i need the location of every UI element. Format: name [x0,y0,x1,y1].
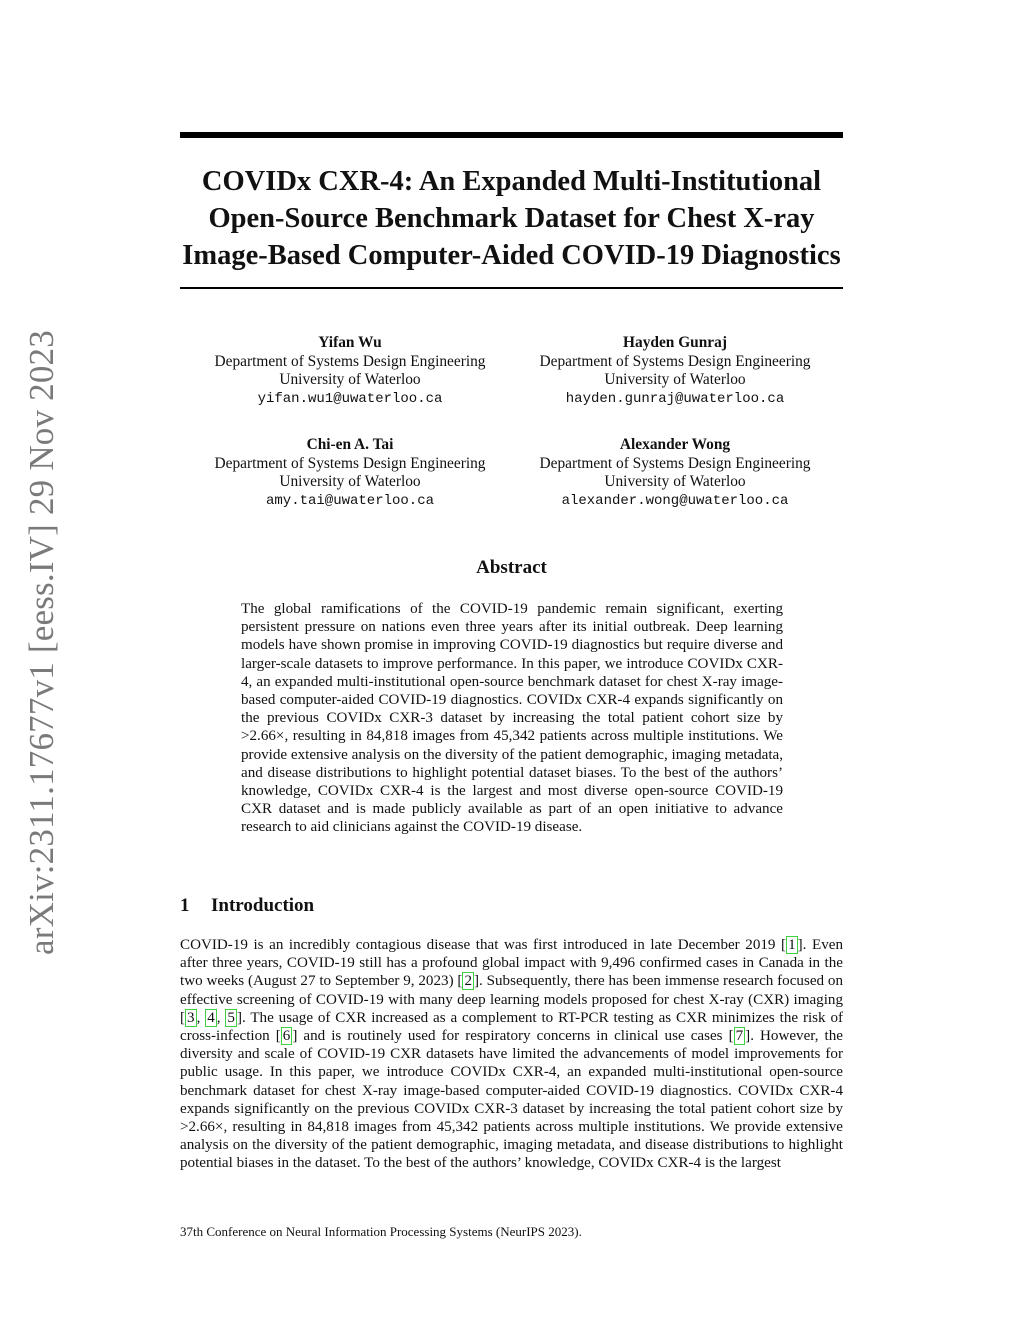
citation-link[interactable]: 3 [187,1009,195,1026]
section-title: Introduction [211,895,315,916]
citation-link[interactable]: 4 [207,1009,215,1026]
author-name: Alexander Wong [619,436,731,453]
author-email[interactable]: yifan.wu1@uwaterloo.ca [257,390,443,407]
intro-text: ] and is routinely used for respiratory concerns in clinical use cases [ [292,1028,734,1045]
author-email[interactable]: alexander.wong@uwaterloo.ca [561,492,789,509]
author-block [185,436,515,510]
title-line: Image-Based Computer-Aided COVID-19 Diagnostics [182,240,841,271]
author-department: Department of Systems Design Engineering [214,454,486,472]
citation-link[interactable]: 5 [227,1009,235,1026]
author-block [185,334,515,408]
section-number: 1 [180,895,190,916]
author-department: Department of Systems Design Engineering [539,454,811,472]
author-university: University of Waterloo [604,371,746,388]
intro-text: ]. Even after three years, COVID-19 still has a profound global impact with 9,496 confirmed cases in Canada in the two weeks (August 27 to September 9, 2023) [ [180,937,843,990]
citation-link[interactable]: 1 [788,937,796,953]
intro-text: ]. However, the diversity and scale of COVID-19 CXR datasets have limited the advancements of model improvements for public usage. In this paper, we introduce COVIDx CXR-4, an expanded multi-institutional open-source benchmark dataset for chest X-ray image-based computer-aided COVID-19 diagnostics. COVIDx CXR-4 expands significantly on the previous COVIDx CXR-3 dataset by increasing the total patient cohort size by >2.66×, resulting in 84,818 images from 45,342 patients across multiple institutions. We provide extensive analysis on the diversity of the patient demographic, imaging metadata, and disease distributions to highlight potential biases in the dataset. To the best of the authors’ knowledge, COVIDx CXR-4 is the largest [180,1028,843,1172]
intro-text: COVID-19 is an incredibly contagious disease that was first introduced in late December 2019 [ [180,937,787,953]
title-top-rule [180,132,843,138]
author-name: Yifan Wu [318,334,382,351]
conference-footnote: 37th Conference on Neural Information Processing Systems (NeurIPS 2023). [180,1224,582,1239]
citation-link[interactable]: 7 [735,1028,744,1045]
author-name: Chi-en A. Tai [306,436,394,453]
intro-text: , [216,1009,226,1026]
title-line: COVIDx CXR-4: An Expanded Multi-Institutional [201,166,822,197]
introduction-paragraph [180,936,843,1173]
title-line: Open-Source Benchmark Dataset for Chest X-ray [208,203,815,234]
author-university: University of Waterloo [279,371,421,388]
citation-link[interactable]: 6 [282,1028,291,1045]
author-department: Department of Systems Design Engineering [214,352,486,370]
author-department: Department of Systems Design Engineering [539,352,811,370]
author-block [510,436,840,510]
author-email[interactable]: amy.tai@uwaterloo.ca [265,492,435,509]
author-block [510,334,840,408]
citation-link[interactable]: 2 [464,973,472,990]
abstract-heading: Abstract [476,557,547,578]
author-name: Hayden Gunraj [623,334,727,351]
intro-text: ]. The usage of CXR increased as a complement to RT-PCR testing as CXR minimizes the risk of cross-infection [ [180,1009,844,1045]
intro-text: ]. Subsequently, there has been immense research focused on effective screening of COVID-19 with many deep learning models proposed for chest X-ray (CXR) imaging [ [180,973,843,1026]
intro-text: , [196,1009,206,1026]
author-university: University of Waterloo [279,473,421,490]
author-email[interactable]: hayden.gunraj@uwaterloo.ca [565,390,785,407]
paper-title [160,163,863,274]
arxiv-identifier: arXiv:2311.17677v1 [eess.IV] 29 Nov 2023 [22,330,61,955]
section-heading-introduction [180,895,843,917]
abstract-text: The global ramifications of the COVID-19 pandemic remain significant, exerting persistent pressure on nations even three years after its initial outbreak. Deep learning models have shown promise in improving COVID-19 diagnostics but require diverse and larger-scale datasets to improve performance. In this paper, we introduce COVIDx CXR-4, an expanded multi-institutional open-source benchmark dataset for chest X-ray image-based computer-aided COVID-19 diagnostics. COVIDx CXR-4 expands significantly on the previous COVIDx CXR-3 dataset by increasing the total patient cohort size by >2.66×, resulting in 84,818 images from 45,342 patients across multiple institutions. We provide extensive analysis on the diversity of the patient demographic, imaging metadata, and disease distributions to highlight potential dataset biases. To the best of the authors’ knowledge, COVIDx CXR-4 is the largest and most diverse open-source COVID-19 CXR dataset and is made publicly available as part of an open initiative to advance research to aid clinicians against the COVID-19 disease. [241,601,783,836]
title-bottom-rule [180,287,843,289]
author-university: University of Waterloo [604,473,746,490]
